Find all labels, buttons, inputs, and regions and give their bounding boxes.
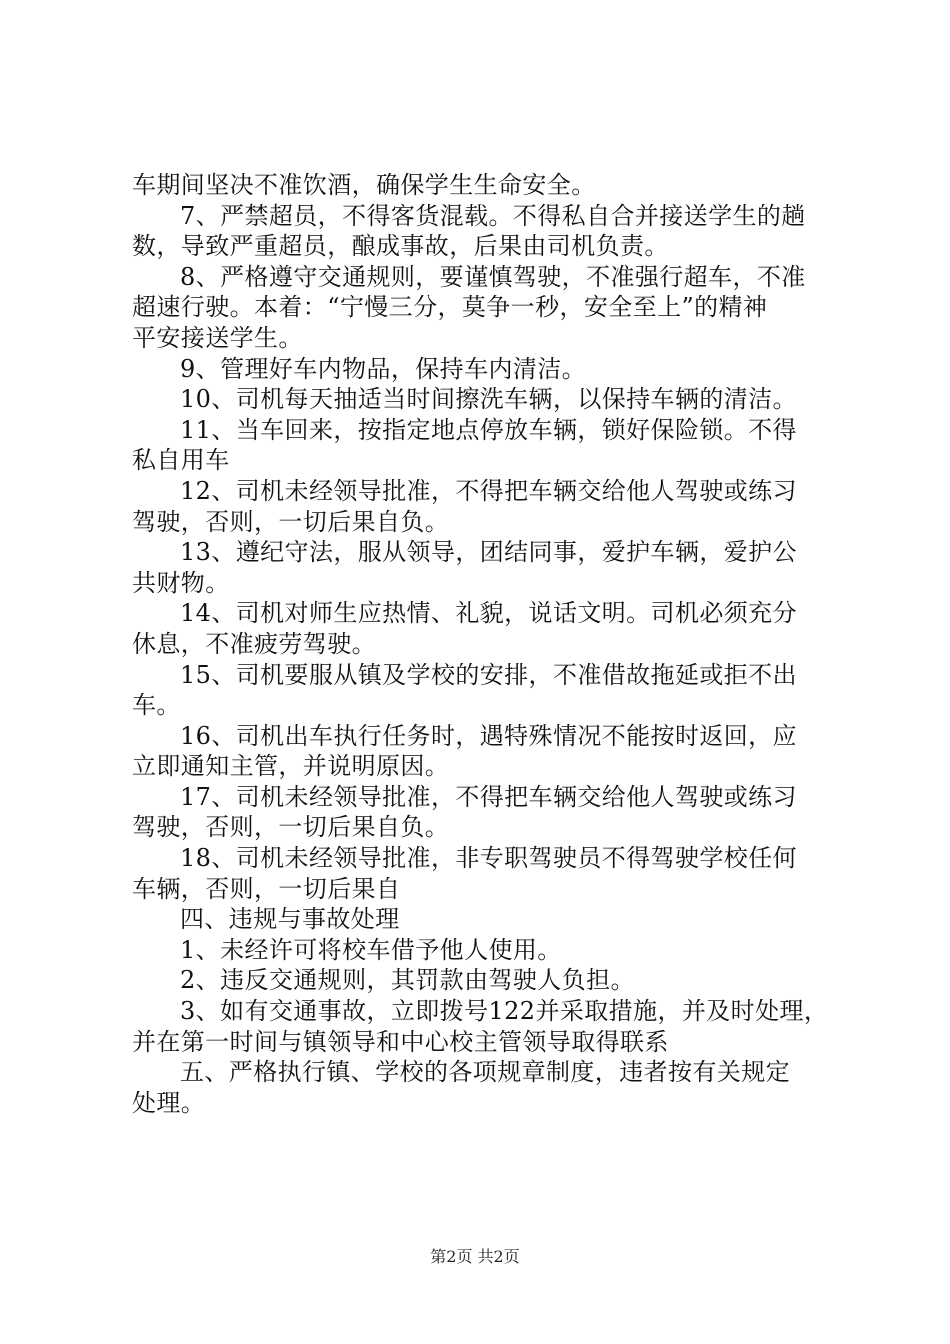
- text-line: 数，导致严重超员，酿成事故，后果由司机负责。: [132, 232, 669, 261]
- text-line: 五、严格执行镇、学校的各项规章制度，违者按有关规定: [180, 1058, 790, 1087]
- text-line: 休息，不准疲劳驾驶。: [132, 629, 376, 658]
- text-line: 驾驶，否则，一切后果自负。: [132, 813, 450, 842]
- text-line: 私自用车: [132, 446, 230, 475]
- text-line: 13、遵纪守法，服从领导，团结同事，爱护车辆，爱护公: [180, 538, 797, 567]
- text-line: 车期间坚决不准饮酒，确保学生生命安全。: [132, 171, 596, 199]
- text-line: 车。: [132, 691, 181, 720]
- page-footer: 第2页 共2页: [430, 1247, 520, 1266]
- document-body: [132, 170, 832, 1118]
- text-line: 3、如有交通事故，立即拨号122并采取措施，并及时处理，: [180, 997, 829, 1026]
- text-line: 四、违规与事故处理: [180, 905, 400, 934]
- text-line: 11、当车回来，按指定地点停放车辆，锁好保险锁。不得: [180, 415, 797, 444]
- text-line: 处理。: [132, 1088, 206, 1117]
- text-line: 7、严禁超员，不得客货混载。不得私自合并接送学生的趟: [180, 201, 806, 230]
- text-line: 15、司机要服从镇及学校的安排，不准借故拖延或拒不出: [180, 660, 797, 689]
- text-line: 平安接送学生。: [132, 323, 303, 352]
- text-line: 8、严格遵守交通规则，要谨慎驾驶，不准强行超车，不准: [180, 262, 806, 291]
- text-line: 驾驶，否则，一切后果自负。: [132, 507, 450, 536]
- text-line: 1、未经许可将校车借予他人使用。: [180, 935, 562, 964]
- text-line: 17、司机未经领导批准，不得把车辆交给他人驾驶或练习: [180, 782, 797, 811]
- text-line: 14、司机对师生应热情、礼貌，说话文明。司机必须充分: [180, 599, 797, 628]
- text-line: 16、司机出车执行任务时，遇特殊情况不能按时返回，应: [180, 721, 797, 750]
- text-line: 12、司机未经领导批准，不得把车辆交给他人驾驶或练习: [180, 476, 797, 505]
- text-line: 超速行驶。本着：“宁慢三分，莫争一秒，安全至上”的精神: [132, 293, 768, 322]
- text-line: 车辆，否则，一切后果自: [132, 874, 401, 903]
- text-line: 9、管理好车内物品，保持车内清洁。: [180, 354, 587, 383]
- text-line: 立即通知主管，并说明原因。: [132, 752, 450, 781]
- text-line: 并在第一时间与镇领导和中心校主管领导取得联系: [132, 1027, 669, 1056]
- text-line: 共财物。: [132, 568, 230, 597]
- text-line: 18、司机未经领导批准，非专职驾驶员不得驾驶学校任何: [180, 844, 797, 873]
- text-line: 2、违反交通规则，其罚款由驾驶人负担。: [180, 966, 635, 995]
- text-line: 10、司机每天抽适当时间擦洗车辆，以保持车辆的清洁。: [180, 385, 797, 414]
